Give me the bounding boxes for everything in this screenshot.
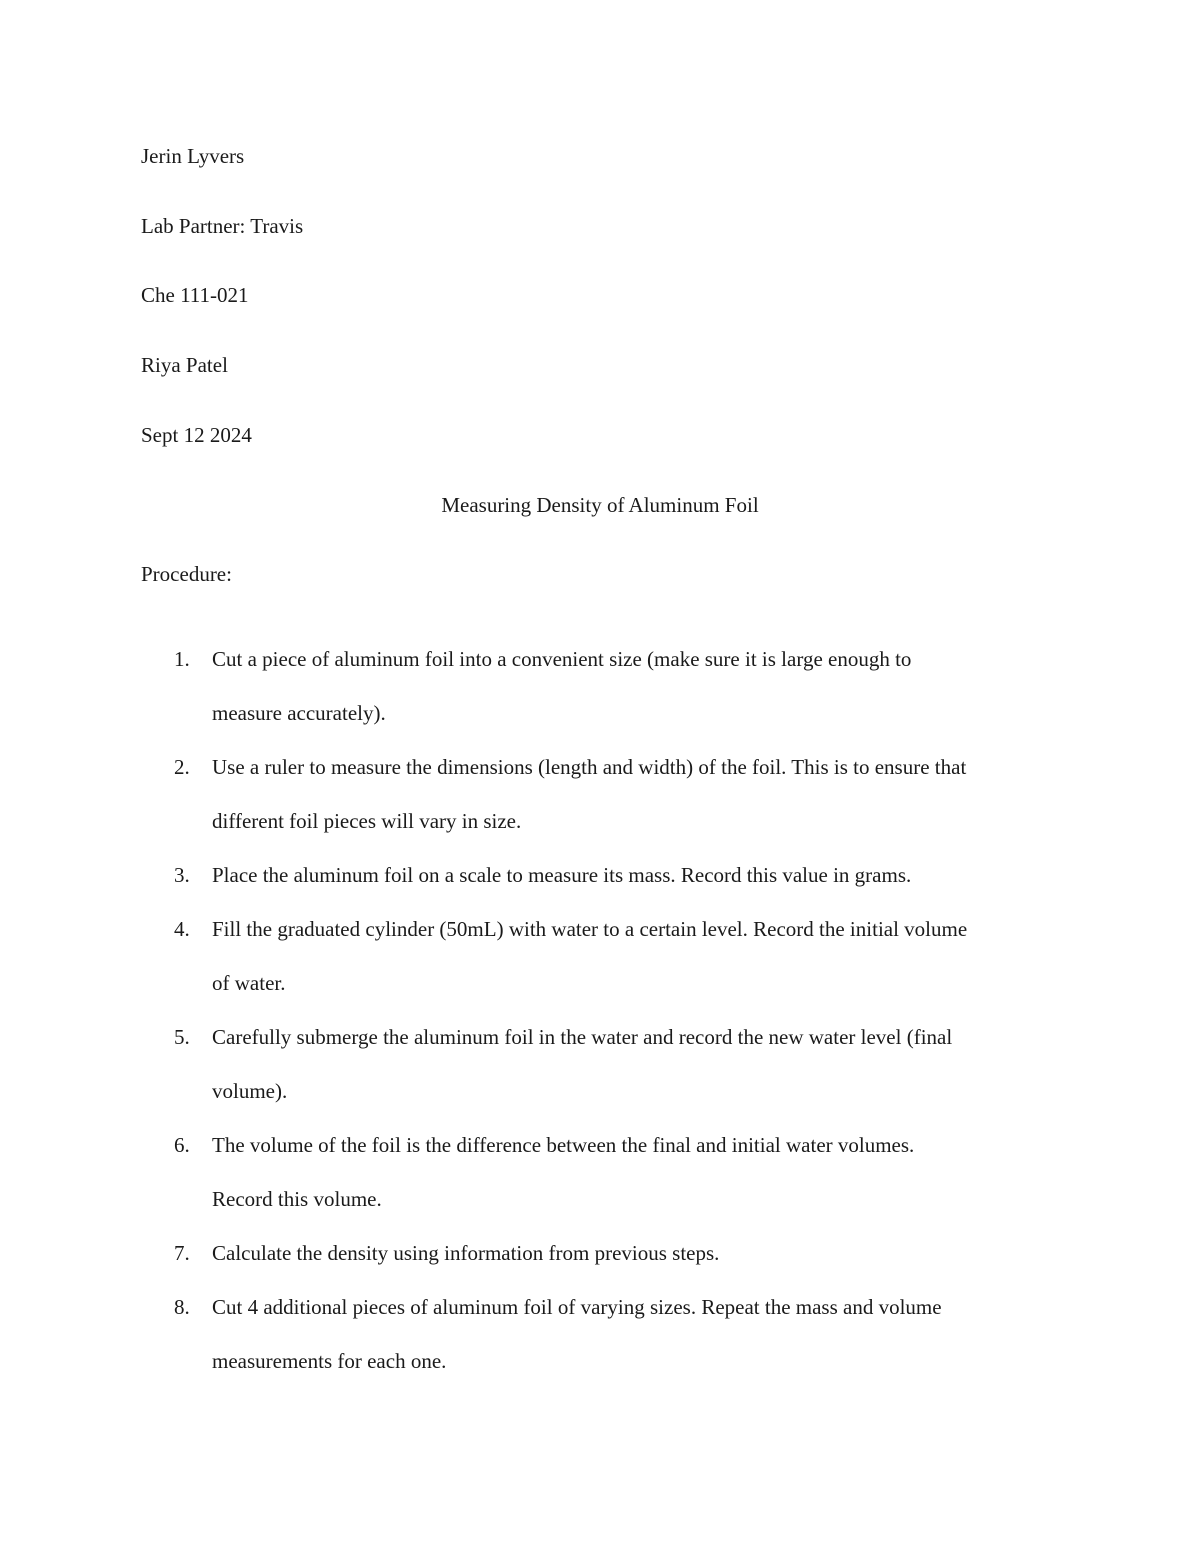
procedure-steps-list [0, 632, 1200, 1388]
procedure-step [0, 1010, 1200, 1118]
step-text-line: of water. [212, 971, 286, 995]
report-date: Sept 12 2024 [141, 423, 252, 447]
step-text [212, 632, 1072, 740]
step-text [212, 1118, 1072, 1226]
step-number: 3. [174, 863, 190, 887]
step-text-line: Fill the graduated cylinder (50mL) with water to a certain level. Record the initial volume [212, 917, 968, 941]
step-number: 1. [174, 647, 190, 671]
step-text-line: measurements for each one. [212, 1349, 447, 1373]
step-text [212, 1010, 1072, 1118]
step-number: 7. [174, 1241, 190, 1265]
step-text-line: Place the aluminum foil on a scale to measure its mass. Record this value in grams. [212, 863, 912, 887]
step-text-line: measure accurately). [212, 701, 386, 725]
step-text-line: Cut 4 additional pieces of aluminum foil of varying sizes. Repeat the mass and volume [212, 1295, 942, 1319]
procedure-step [0, 1118, 1200, 1226]
procedure-step [0, 740, 1200, 848]
step-text-line: Cut a piece of aluminum foil into a convenient size (make sure it is large enough to [212, 647, 912, 671]
step-text [212, 740, 1072, 848]
step-text-line: Calculate the density using information from previous steps. [212, 1241, 720, 1265]
step-text-line: Carefully submerge the aluminum foil in the water and record the new water level (final [212, 1025, 953, 1049]
student-name: Jerin Lyvers [141, 144, 245, 168]
step-text-line: Use a ruler to measure the dimensions (length and width) of the foil. This is to ensure that [212, 755, 967, 779]
step-text [212, 848, 1072, 902]
step-number: 4. [174, 917, 190, 941]
step-text-line: The volume of the foil is the difference between the final and initial water volumes. [212, 1133, 915, 1157]
lab-partner: Lab Partner: Travis [141, 214, 304, 238]
step-number: 6. [174, 1133, 190, 1157]
procedure-step [0, 1280, 1200, 1388]
step-text [212, 1226, 1072, 1280]
step-text [212, 902, 1072, 1010]
step-number: 8. [174, 1295, 190, 1319]
step-text [212, 1280, 1072, 1388]
procedure-step [0, 1226, 1200, 1280]
step-number: 2. [174, 755, 190, 779]
document-title: Measuring Density of Aluminum Foil [441, 493, 759, 517]
course-code: Che 111-021 [141, 283, 249, 307]
procedure-step [0, 902, 1200, 1010]
step-number: 5. [174, 1025, 190, 1049]
instructor-name: Riya Patel [141, 353, 228, 377]
procedure-step [0, 632, 1200, 740]
procedure-heading: Procedure: [141, 562, 232, 586]
procedure-step [0, 848, 1200, 902]
step-text-line: Record this volume. [212, 1187, 382, 1211]
step-text-line: volume). [212, 1079, 288, 1103]
step-text-line: different foil pieces will vary in size. [212, 809, 522, 833]
